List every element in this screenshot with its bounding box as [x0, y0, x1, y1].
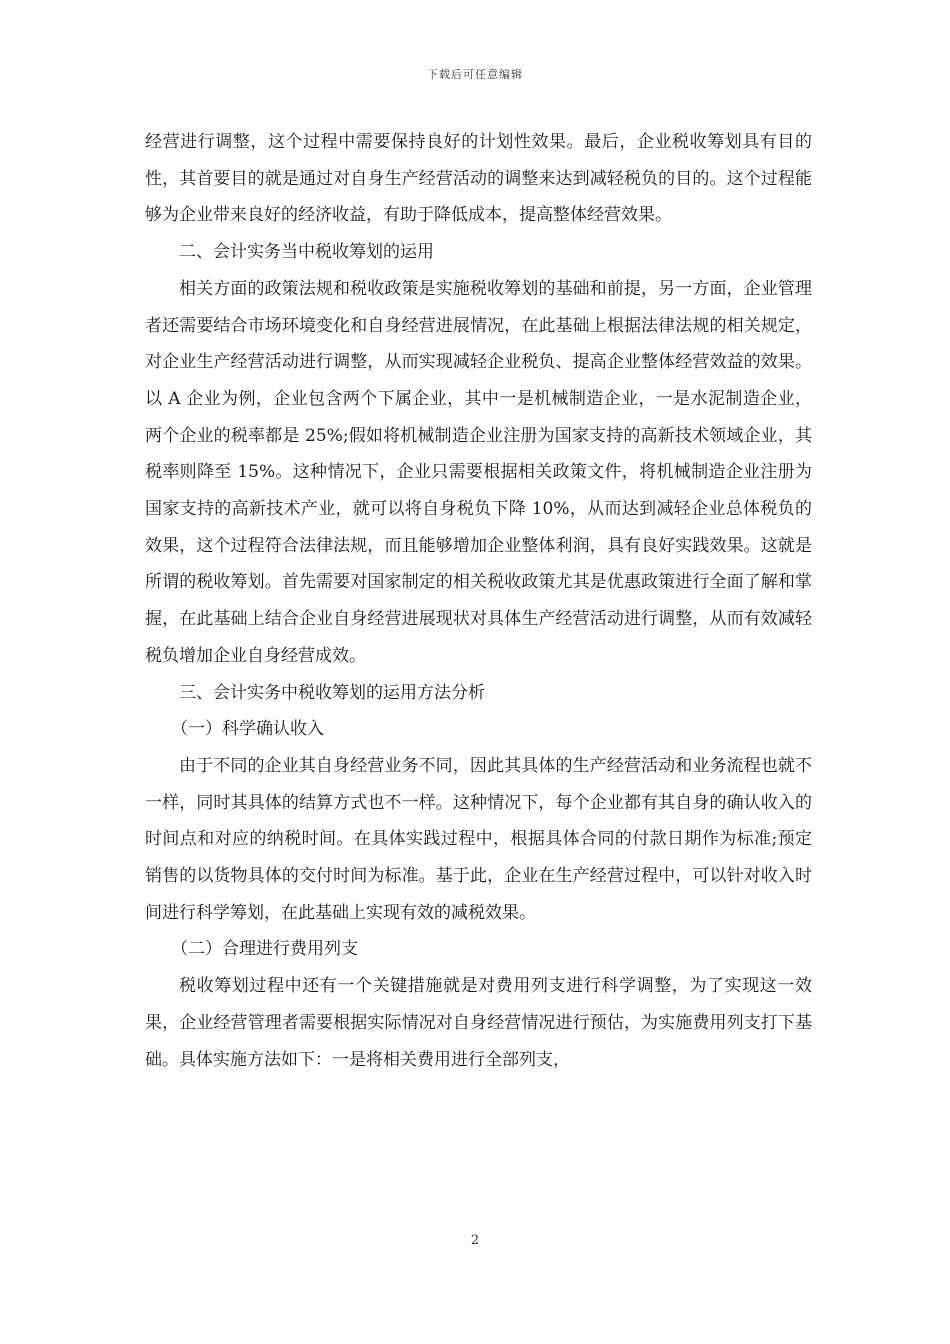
section-heading-3: 三、会计实务中税收筹划的运用方法分析	[179, 682, 485, 703]
paragraph-continuation: 经营进行调整，这个过程中需要保持良好的计划性效果。最后，企业税收筹划具有目的性，其首要目的就是通过对自身生产经营活动的调整来达到减轻税负的目的。这个过程能够为企业带来良好的经济收益，有助于降低成本，提高整体经营效果。	[145, 132, 812, 226]
paragraph-income-recognition: 由于不同的企业其自身经营业务不同，因此其具体的生产经营活动和业务流程也就不一样，同时其具体的结算方式也不一样。这种情况下，每个企业都有其自身的确认收入的时间点和对应的纳税时间。在具体实践过程中，根据具体合同的付款日期作为标准;预定销售的以货物具体的交付时间为标准。基于此，企业在生产经营过程中，可以针对收入时间进行科学筹划，在此基础上实现有效的减税效果。	[145, 755, 812, 923]
paragraph-policy-basis: 相关方面的政策法规和税收政策是实施税收筹划的基础和前提，另一方面，企业管理者还需要结合市场环境变化和自身经营进展情况，在此基础上根据法律法规的相关规定，对企业生产经营活动进行调整，从而实现减轻企业税负、提高企业整体经营效益的效果。以 A 企业为例，企业包含两个下属企业，其中一是机械制造企业，一是水泥制造企业，两个企业的税率都是 25%;假如将机械制造企业注册为国家支持的高新技术领域企业，其税率则降至 15%。这种情况下，企业只需要根据相关政策文件，将机械制造企业注册为国家支持的高新技术产业，就可以将自身税负下降 10%，从而达到减轻企业总体税负的效果，这个过程符合法律法规，而且能够增加企业整体利润，具有良好实践效果。这就是所谓的税收筹划。首先需要对国家制定的相关税收政策尤其是优惠政策进行全面了解和掌握，在此基础上结合企业自身经营进展现状对具体生产经营活动进行调整，从而有效减轻税负增加企业自身经营成效。	[145, 278, 812, 666]
paragraph-expense-listing: 税收筹划过程中还有一个关键措施就是对费用列支进行科学调整，为了实现这一效果，企业经营管理者需要根据实际情况对自身经营情况进行预估，为实施费用列支打下基础。具体实施方法如下：一是将相关费用进行全部列支，	[145, 976, 812, 1070]
subsection-heading-2: （二）合理进行费用列支	[171, 939, 358, 960]
page-number: 2	[470, 1233, 480, 1248]
page-header-note: 下载后可任意编辑	[427, 68, 523, 81]
section-heading-2: 二、会计实务当中税收筹划的运用	[179, 242, 434, 263]
document-body	[145, 124, 812, 1078]
subsection-heading-1: （一）科学确认收入	[171, 719, 324, 740]
